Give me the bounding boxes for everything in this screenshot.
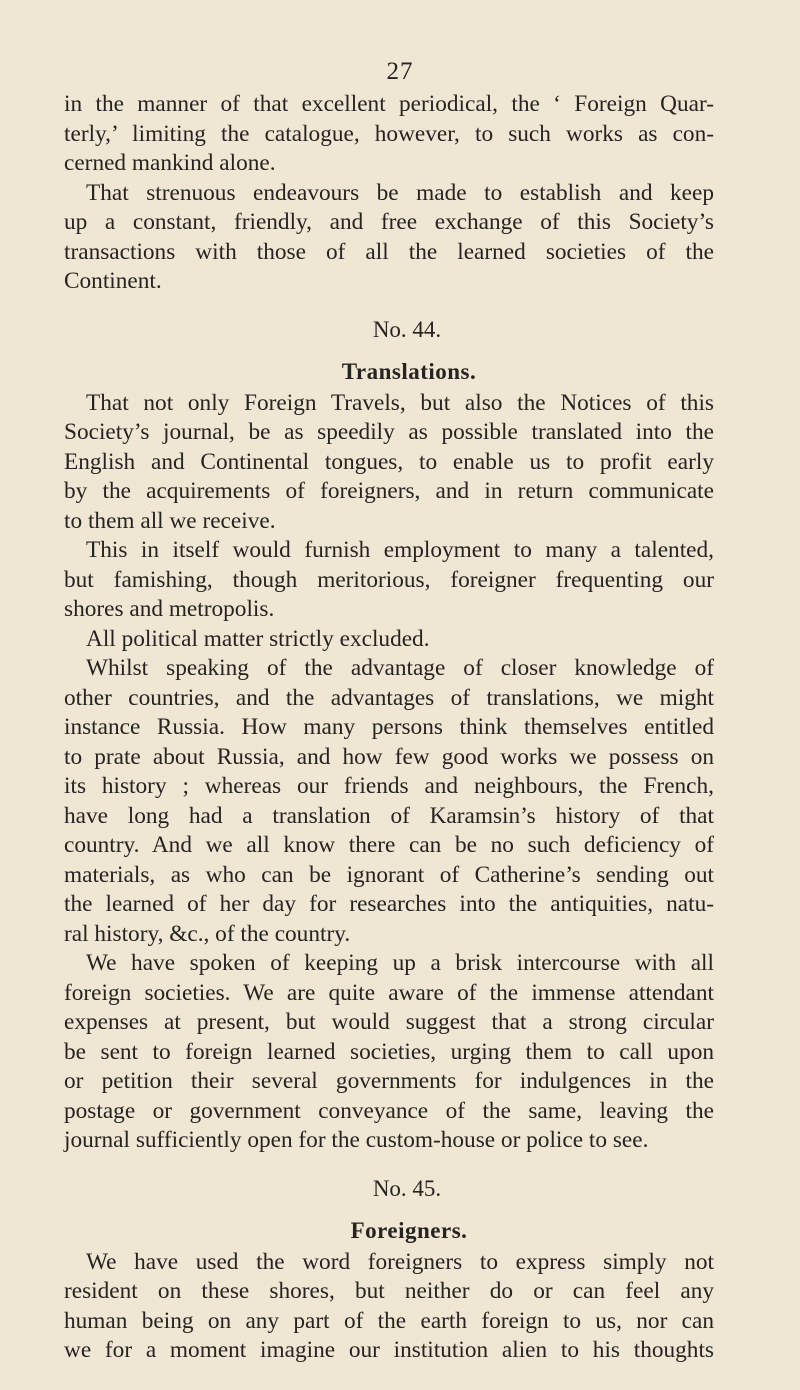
text-line: ral history, &c., of the country. [64,920,351,947]
text-line: human being on any part of the earth foreign to us, nor can [64,1307,714,1334]
text-line: We have spoken of keeping up a brisk intercourse with all [86,950,714,976]
text-line: or petition their several governments for indulgences in the [64,1068,714,1094]
text-line: All political matter strictly excluded. [86,625,430,652]
text-line: its history ; whereas our friends and neighbours, the French, [64,773,714,799]
text-line: English and Continental tongues, to enable us to profit early [64,448,714,475]
section-title: Foreigners. [350,1217,468,1243]
text-line: instance Russia. How many persons think themselves entitled [64,714,714,740]
page-body [64,90,714,1366]
text-line: Society’s journal, be as speedily as possible translated into the [64,419,714,445]
text-line: but famishing, though meritorious, foreigner frequenting our [64,566,714,593]
text-line: resident on these shores, but neither do or can feel any [64,1278,714,1304]
text-line: other countries, and the advantages of translations, we might [64,684,714,711]
section-translations [64,315,714,1156]
paragraph [64,654,714,949]
text-line: country. And we all know there can be no such deficiency of [64,832,714,858]
text-line: terly,’ limiting the catalogue, however, to such works as con- [64,120,714,147]
text-line: journal sufficiently open for the custom-house or police to see. [64,1127,649,1153]
section-number: No. 45. [372,1175,442,1201]
text-line: Continent. [64,268,162,294]
text-line: Whilst speaking of the advantage of closer knowledge of [86,655,714,681]
paragraph [64,536,714,625]
text-line: the learned of her day for researches into the antiquities, natu- [64,891,714,917]
text-line: This in itself would furnish employment to many a talented, [86,537,714,563]
text-line: materials, as who can be ignorant of Catherine’s sending out [64,861,714,888]
text-line: to them all we receive. [64,507,276,534]
paragraph [64,179,714,297]
section-foreigners [64,1174,714,1366]
paragraph [64,90,714,179]
text-line: expenses at present, but would suggest that a strong circular [64,1009,714,1035]
section-title: Translations. [341,358,477,384]
paragraph [64,389,714,537]
text-line: up a constant, friendly, and free exchange of this Society’s [64,209,714,235]
text-line: to prate about Russia, and how few good works we possess on [64,743,714,770]
text-line: we for a moment imagine our institution alien to his thoughts [64,1337,714,1363]
text-line: be sent to foreign learned societies, urging them to call upon [64,1038,714,1065]
text-line: That not only Foreign Travels, but also the Notices of this [86,389,714,416]
text-line: foreign societies. We are quite aware of the immense attendant [64,979,714,1006]
paragraph [64,1248,714,1366]
text-line: in the manner of that excellent periodical, the ‘ Foreign Quar- [64,91,714,117]
text-line: That strenuous endeavours be made to establish and keep [86,179,714,206]
text-line: shores and metropolis. [64,596,275,622]
page-number: 27 [386,58,414,85]
section-number: No. 44. [372,316,442,342]
text-line: cerned mankind alone. [64,150,276,176]
text-line: have long had a translation of Karamsin’s history of that [64,802,714,829]
text-line: We have used the word foreigners to express simply not [86,1248,714,1275]
paragraph [64,625,714,655]
text-line: by the acquirements of foreigners, and in return communicate [64,478,714,504]
paragraph [64,949,714,1156]
text-line: transactions with those of all the learned societies of the [64,238,714,265]
text-line: postage or government conveyance of the same, leaving the [64,1097,714,1124]
